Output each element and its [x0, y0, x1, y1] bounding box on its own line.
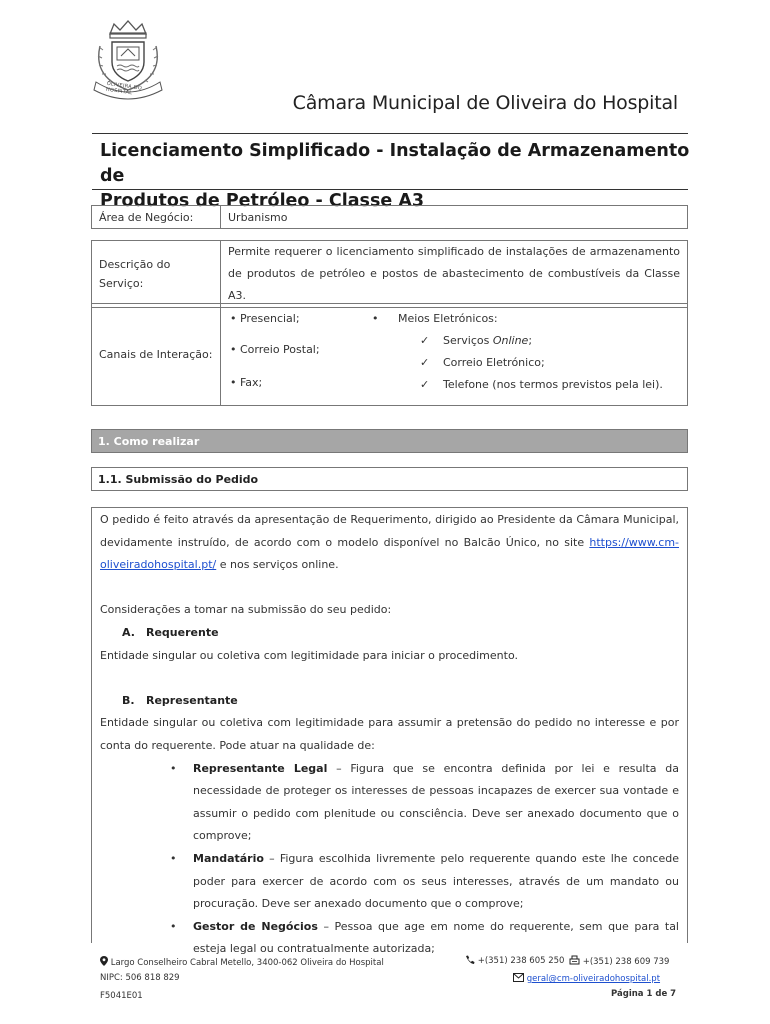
footer-address — [100, 956, 384, 968]
term-mandatario-text: – Figura escolhida livremente pelo requerente quando este lhe concede poder para exercer de acordo com os seus interesses, através de um mandato ou procuração. Deve ser anexado documento que o comprove; — [193, 851, 679, 911]
servicos-online-italic: Online — [492, 334, 529, 347]
list-item: • Gestor de Negócios – Pessoa que age em nome do requerente, sem que para tal esteja legal ou contratualmente autorizada; — [170, 919, 679, 956]
subhead-requerente — [122, 622, 679, 645]
title-top-rule — [92, 133, 688, 134]
check-icon: ✓ — [420, 356, 430, 369]
footer-phone-text: +(351) 238 605 250 — [477, 956, 565, 966]
paragraph-representante: Entidade singular ou coletiva com legitimidade para assumir a pretensão do pedido no interesse e por conta do requerente. Pode atuar na qualidade de: — [100, 716, 679, 752]
area-value: Urbanismo — [221, 206, 688, 229]
envelope-icon — [513, 973, 524, 982]
term-representante-legal: Representante Legal — [193, 761, 328, 775]
representante-types-list — [100, 758, 679, 961]
subhead-b-letter: B. — [122, 693, 135, 707]
council-name: Câmara Municipal de Oliveira do Hospital — [292, 92, 678, 114]
footer-fax-text: +(351) 238 609 739 — [582, 957, 670, 967]
canal-telefone: Telefone (nos termos previstos pela lei). — [443, 378, 663, 391]
meios-bullet: • — [372, 312, 379, 325]
canais-value — [221, 304, 688, 406]
paragraph-pedido — [100, 509, 679, 577]
paragraph-requerente: Entidade singular ou coletiva com legitimidade para iniciar o procedimento. — [100, 648, 518, 662]
footer-address-text: Largo Conselheiro Cabral Metello, 3400-062 Oliveira do Hospital — [110, 958, 384, 968]
subhead-a-title: Requerente — [146, 625, 219, 639]
term-gestor-negocios-text: – Pessoa que age em nome do requerente, sem que para tal esteja legal ou contratualmente autorizada; — [193, 919, 679, 956]
section-como-realizar: 1. Como realizar — [91, 429, 688, 453]
list-item: • Representante Legal – Figura que se encontra definida por lei e resulta da necessidade de proteger os interesses de pessoas incapazes de exercer sua vontade e assumir o pedido com plenitude ou consciência. Deve ser anexado documento que o comprove; — [170, 761, 679, 843]
municipal-crest-logo — [88, 18, 168, 100]
descricao-line1: Permite requerer o licenciamento simplificado de instalações de armazenamento — [228, 245, 680, 258]
footer-phone — [465, 955, 564, 966]
document-title-line1: Licenciamento Simplificado - Instalação de Armazenamento de — [100, 141, 690, 186]
canal-correio-eletronico: Correio Eletrónico; — [443, 356, 545, 369]
footer-fax — [569, 955, 669, 967]
paragraph-consideracoes: Considerações a tomar na submissão do seu pedido: — [100, 603, 392, 617]
document-title — [100, 139, 690, 214]
canal-presencial: • Presencial; — [230, 312, 300, 325]
footer-email — [513, 973, 660, 984]
area-table — [91, 205, 688, 229]
canais-label: Canais de Interação: — [92, 304, 221, 406]
subhead-a-letter: A. — [122, 625, 135, 639]
subhead-representante — [122, 690, 679, 713]
term-gestor-negocios: Gestor de Negócios — [193, 919, 318, 933]
paragraph-pedido-end: e nos serviços online. — [216, 558, 339, 572]
phone-icon — [465, 955, 475, 964]
check-icon: ✓ — [420, 334, 430, 347]
crest-ribbon-text: OLIVEIRA DO HOSPITAL — [105, 80, 143, 97]
canal-servicos-online — [443, 334, 532, 347]
paragraph-pedido-start: O pedido é feito através da apresentação de Requerimento, dirigido ao Presidente da Câmara Municipal, devidamente instruído, de acordo com o modelo disponível no Balcão Único, no site — [100, 513, 679, 549]
servicos-prefix: Serviços — [443, 334, 493, 347]
check-icon: ✓ — [420, 378, 430, 391]
canal-fax: • Fax; — [230, 376, 263, 389]
descricao-table — [91, 240, 688, 308]
footer-page-number: Página 1 de 7 — [611, 989, 677, 999]
area-label: Área de Negócio: — [92, 206, 221, 229]
term-mandatario: Mandatário — [193, 851, 264, 865]
descricao-label — [92, 241, 221, 308]
descricao-line2: de produtos de petróleo e postos de abastecimento de combustíveis da Classe A3. — [228, 267, 680, 302]
subhead-b-title: Representante — [146, 693, 238, 707]
body-content-box — [91, 507, 688, 956]
meios-eletronicos-title: Meios Eletrónicos: — [398, 312, 498, 325]
website-link[interactable]: https://www.cm-oliveiradohospital.pt/ — [100, 535, 679, 572]
canais-table — [91, 303, 688, 406]
fax-icon — [569, 955, 580, 965]
descricao-label-line1: Descrição do — [99, 258, 171, 271]
location-pin-icon — [100, 956, 108, 966]
footer-email-link[interactable]: geral@cm-oliveiradohospital.pt — [526, 974, 661, 984]
descricao-value — [221, 241, 688, 308]
list-item: • Mandatário – Figura escolhida livremente pelo requerente quando este lhe concede poder para exercer de acordo com os seus interesses, através de um mandato ou procuração. Deve ser anexado documento que o comprove; — [170, 851, 679, 911]
descricao-label-line2: Serviço: — [99, 277, 144, 290]
term-representante-legal-text: – Figura que se encontra definida por lei e resulta da necessidade de proteger os interesses de pessoas incapazes de exercer sua vontade e assumir o pedido com plenitude ou consciência. Deve ser anexado documento que o comprove; — [193, 761, 679, 843]
canal-correio-postal: • Correio Postal; — [230, 343, 320, 356]
title-bottom-rule — [92, 189, 688, 190]
section-submissao-pedido: 1.1. Submissão do Pedido — [91, 467, 688, 491]
document-title-line2: Produtos de Petróleo - Classe A3 — [100, 191, 425, 211]
footer-form-code: F5041E01 — [100, 991, 143, 1001]
servicos-suffix: ; — [528, 334, 533, 347]
footer-nipc: NIPC: 506 818 829 — [100, 973, 180, 983]
